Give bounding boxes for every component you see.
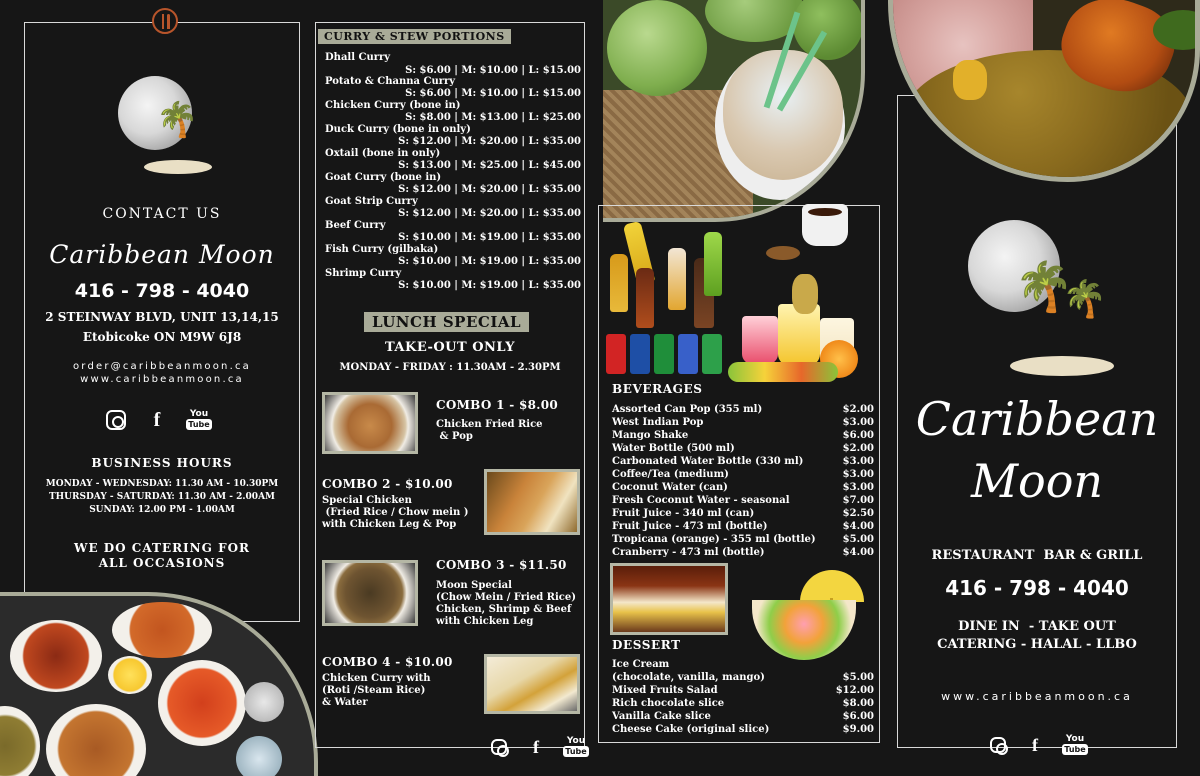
cover-services-line2: CATERING - HALAL - LLBO: [937, 637, 1137, 652]
drinks-image: [606, 214, 876, 382]
curry-item-price: S: $12.00 | M: $20.00 | L: $35.00: [398, 208, 581, 219]
beverage-price: $5.00: [842, 534, 874, 545]
curry-dish-image: [888, 0, 1200, 182]
beverage-name: Fruit Juice - 340 ml (can): [612, 508, 755, 519]
curry-item-price: S: $10.00 | M: $19.00 | L: $35.00: [398, 232, 581, 243]
contact-phone[interactable]: 416 - 798 - 4040: [74, 280, 250, 302]
beverage-row: [612, 417, 874, 428]
curry-item-price: S: $12.00 | M: $20.00 | L: $35.00: [398, 136, 581, 147]
cover-phone[interactable]: 416 - 798 - 4040: [945, 576, 1129, 600]
curry-item-price: S: $8.00 | M: $13.00 | L: $25.00: [405, 112, 581, 123]
dessert-row: [612, 659, 874, 670]
instagram-icon[interactable]: [491, 739, 507, 755]
combo-description: Chicken Curry with (Roti /Steam Rice) & Water: [322, 673, 431, 708]
beverage-row: [612, 430, 874, 441]
cover-brand-line2: Moon: [970, 454, 1104, 508]
dessert-price: $6.00: [842, 711, 874, 722]
curry-item-name: Beef Curry: [325, 220, 386, 231]
curry-item-name: Dhall Curry: [325, 52, 391, 63]
curry-section-header: CURRY & STEW PORTIONS: [318, 29, 511, 44]
cover-brand-line1: Caribbean: [915, 392, 1159, 446]
beverages-heading: BEVERAGES: [612, 382, 703, 396]
beverage-row: [612, 534, 874, 545]
dessert-name: Vanilla Cake slice: [612, 711, 711, 722]
combo-1-photo: [322, 392, 418, 454]
business-hours-heading: BUSINESS HOURS: [91, 456, 233, 470]
beverage-price: $2.00: [842, 404, 874, 415]
beverage-row: [612, 521, 874, 532]
beverage-name: Cranberry - 473 ml (bottle): [612, 547, 765, 558]
dessert-row: [612, 672, 874, 683]
beverage-price: $6.00: [842, 430, 874, 441]
dessert-heading: DESSERT: [612, 638, 681, 652]
dessert-row: [612, 711, 874, 722]
contact-website[interactable]: www.caribbeanmoon.ca: [80, 374, 244, 385]
dessert-price: $12.00: [835, 685, 874, 696]
youtube-icon[interactable]: You Tube: [188, 409, 210, 429]
beverage-name: West Indian Pop: [612, 417, 704, 428]
facebook-icon[interactable]: f: [153, 408, 161, 431]
facebook-icon[interactable]: f: [533, 736, 539, 757]
beverage-row: [612, 443, 874, 454]
beverage-row: [612, 495, 874, 506]
curry-item-name: Potato & Channa Curry: [325, 76, 456, 87]
beverage-price: $2.00: [842, 443, 874, 454]
beverage-name: Tropicana (orange) - 355 ml (bottle): [612, 534, 816, 545]
contact-brand-name: Caribbean Moon: [49, 240, 275, 269]
curry-item-name: Shrimp Curry: [325, 268, 402, 279]
contact-address-line1: 2 STEINWAY BLVD, UNIT 13,14,15: [45, 310, 279, 324]
curry-item-price: S: $10.00 | M: $19.00 | L: $35.00: [398, 280, 581, 291]
beverage-row: [612, 482, 874, 493]
catering-line: ALL OCCASIONS: [98, 556, 226, 570]
lunch-takeout-only: TAKE-OUT ONLY: [384, 340, 516, 355]
beverage-name: Mango Shake: [612, 430, 689, 441]
facebook-icon[interactable]: f: [1032, 734, 1038, 755]
beverage-price: $2.50: [842, 508, 874, 519]
beverage-price: $3.00: [842, 482, 874, 493]
cover-website[interactable]: www.caribbeanmoon.ca: [941, 690, 1133, 703]
contact-address-line2: Etobicoke ON M9W 6J8: [82, 330, 242, 344]
beverage-row: [612, 547, 874, 558]
coconut-drink-image: [603, 0, 865, 222]
dessert-name: Cheese Cake (original slice): [612, 724, 770, 735]
dessert-price: $9.00: [842, 724, 874, 735]
beverage-row: [612, 404, 874, 415]
curry-item-name: Oxtail (bone in only): [325, 148, 441, 159]
beverage-name: Assorted Can Pop (355 ml): [612, 404, 763, 415]
combo-description: Special Chicken (Fried Rice / Chow mein ) with Chicken Leg & Pop: [322, 495, 469, 530]
dessert-name: Ice Cream: [612, 659, 670, 670]
contact-social-links: [106, 409, 210, 431]
beverage-name: Fruit Juice - 473 ml (bottle): [612, 521, 768, 532]
beverage-name: Water Bottle (500 ml): [612, 443, 735, 454]
utensils-icon: [152, 8, 178, 34]
curry-item-name: Duck Curry (bone in only): [325, 124, 471, 135]
beverage-price: $3.00: [842, 417, 874, 428]
dessert-price: $5.00: [842, 672, 874, 683]
business-hours-line: MONDAY - WEDNESDAY: 11.30 AM - 10.30PM: [45, 479, 279, 489]
curry-item-price: S: $13.00 | M: $25.00 | L: $45.00: [398, 160, 581, 171]
dessert-row: [612, 685, 874, 696]
combo-description: Chicken Fried Rice & Pop: [436, 419, 543, 442]
beverage-name: Fresh Coconut Water - seasonal: [612, 495, 790, 506]
dessert-name: (chocolate, vanilla, mango): [612, 672, 765, 683]
beverage-row: [612, 456, 874, 467]
combo-description: Moon Special (Chow Mein / Fried Rice) Chicken, Shrimp & Beef with Chicken Leg: [436, 580, 576, 627]
contact-email[interactable]: order@caribbeanmoon.ca: [72, 361, 251, 372]
curry-item-name: Fish Curry (gilbaka): [325, 244, 439, 255]
beverage-row: [612, 469, 874, 480]
beverage-row: [612, 508, 874, 519]
beverage-price: $4.00: [842, 547, 874, 558]
beverage-price: $7.00: [842, 495, 874, 506]
curry-item-name: Chicken Curry (bone in): [325, 100, 461, 111]
cover-tagline: RESTAURANT BAR & GRILL: [931, 548, 1143, 563]
combo-title: COMBO 2 - $10.00: [322, 477, 453, 491]
fruit-salad-image: [752, 570, 856, 662]
curry-item-price: S: $6.00 | M: $10.00 | L: $15.00: [405, 88, 581, 99]
business-hours-line: THURSDAY - SATURDAY: 11.30 AM - 2.00AM: [48, 492, 276, 502]
cover-social-links: [990, 734, 1086, 756]
beverage-name: Coffee/Tea (medium): [612, 469, 729, 480]
instagram-icon[interactable]: [990, 737, 1006, 753]
combo-4-photo: [484, 654, 580, 714]
curry-item-price: S: $6.00 | M: $10.00 | L: $15.00: [405, 65, 581, 76]
beverage-name: Coconut Water (can): [612, 482, 728, 493]
ice-cream-photo: [610, 563, 728, 635]
combo-3-photo: [322, 560, 418, 626]
combo-title: COMBO 3 - $11.50: [436, 558, 567, 572]
catering-line: WE DO CATERING FOR: [73, 541, 251, 555]
beverage-name: Carbonated Water Bottle (330 ml): [612, 456, 804, 467]
beverage-price: $3.00: [842, 456, 874, 467]
curry-item-name: Goat Strip Curry: [325, 196, 418, 207]
beverage-price: $3.00: [842, 469, 874, 480]
dessert-name: Rich chocolate slice: [612, 698, 725, 709]
combo-title: COMBO 4 - $10.00: [322, 655, 453, 669]
menu-social-links: [491, 736, 587, 758]
youtube-icon[interactable]: You Tube: [565, 736, 587, 756]
combo-title: COMBO 1 - $8.00: [436, 398, 559, 412]
contact-heading: CONTACT US: [102, 206, 222, 222]
dessert-row: [612, 724, 874, 735]
curry-item-price: S: $12.00 | M: $20.00 | L: $35.00: [398, 184, 581, 195]
instagram-icon[interactable]: [106, 410, 126, 430]
business-hours-line: SUNDAY: 12.00 PM - 1.00AM: [89, 505, 235, 515]
lunch-special-header: LUNCH SPECIAL: [364, 312, 529, 332]
dessert-name: Mixed Fruits Salad: [612, 685, 718, 696]
curry-item-name: Goat Curry (bone in): [325, 172, 442, 183]
youtube-icon[interactable]: You Tube: [1064, 734, 1086, 754]
dessert-price: $8.00: [842, 698, 874, 709]
beverage-price: $4.00: [842, 521, 874, 532]
dessert-row: [612, 698, 874, 709]
cover-services-line1: DINE IN - TAKE OUT: [958, 619, 1116, 634]
curry-item-price: S: $10.00 | M: $19.00 | L: $35.00: [398, 256, 581, 267]
combo-2-photo: [484, 469, 580, 535]
lunch-days: MONDAY - FRIDAY : 11.30AM - 2.30PM: [339, 362, 561, 373]
